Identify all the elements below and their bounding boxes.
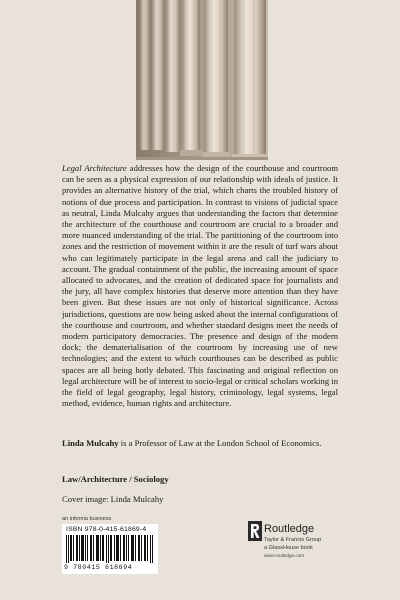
author-bio-text: is a Professor of Law at the London School of Economics. — [118, 438, 322, 448]
author-bio — [62, 438, 338, 449]
blurb-text: addresses how the design of the courthouse and courtroom can be seen as a physical expression of our relationship with ideals of justice. It provides an alternative history of the trial, which charts the troubled history of notions of due process and participation. In contrast to visions of judicial space as neutral, Linda Mulcahy argues that understanding the factors that determine the architecture of the courthouse and courtroom are crucial to a broader and more nuanced understanding of the trial. The partitioning of the courtroom into zones and the restriction of movement within it are the result of turf wars about who can legitimately participate in the legal arena and call the judiciary to account. The gradual containment of the public, the increasing amount of space allocated to advocates, and the creation of dedicated space for journalists and the jury, all have complex histories that deserve more attention than they have been given. But these issues are not only of historical significance. Across jurisdictions, questions are now being asked about the internal configurations of the courthouse and courtroom, and whether standard designs meet the needs of modern participatory democracies. The presence and design of the modern dock; the dematerialisation of the courtroom by increasing use of new technologies; and the extent to which courthouses can be described as public spaces are all being hotly debated. This fascinating and original reflection on legal architecture will be of interest to socio-legal or critical scholars working in the field of legal geography, legal history, criminology, legal systems, legal method, evidence, human rights and architecture. — [62, 163, 339, 409]
book-title-inline: Legal Architecture — [62, 163, 127, 173]
publisher-url: www.routledge.com — [264, 553, 305, 558]
barcode-digits: 9 780415 618694 — [64, 564, 133, 571]
publisher-group: Taylor & Francis Group — [264, 537, 322, 543]
publisher-name: Routledge — [264, 523, 315, 535]
isbn-barcode — [62, 524, 158, 574]
isbn-number: ISBN 978-0-415-61869-4 — [66, 526, 147, 533]
subject-categories: Law/Architecture / Sociology — [62, 474, 169, 484]
publisher-block — [248, 521, 358, 571]
routledge-logo-icon — [248, 521, 262, 541]
back-cover-blurb — [62, 163, 338, 409]
publisher-imprint: a GlassHouse book — [264, 545, 313, 551]
author-name: Linda Mulcahy — [62, 438, 119, 448]
cover-image-credit: Cover image: Linda Mulcahy — [62, 494, 164, 504]
informa-business-label: an informa business — [62, 516, 112, 522]
barcode-icon — [66, 535, 154, 563]
cover-photo-columns — [136, 0, 268, 160]
